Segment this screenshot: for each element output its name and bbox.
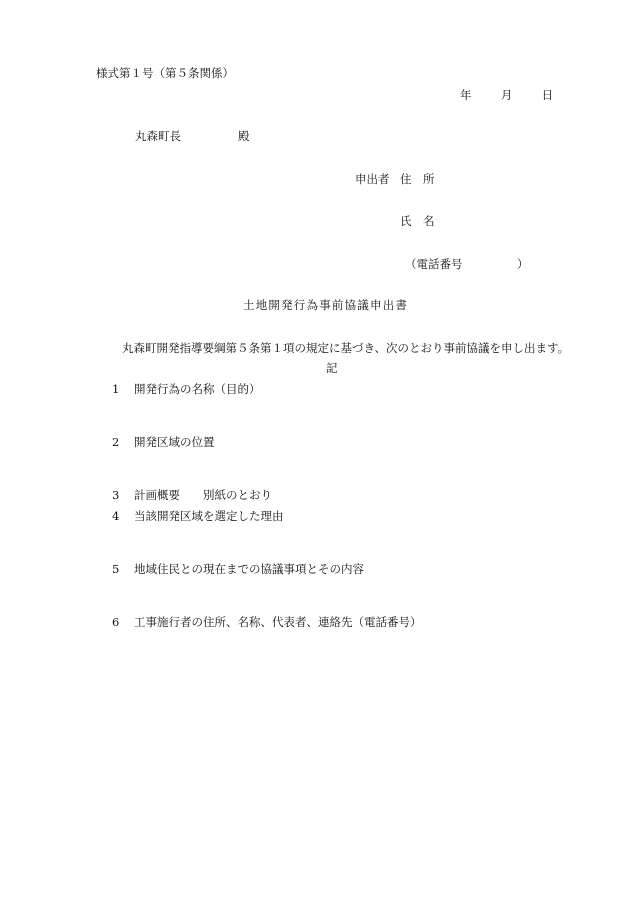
date-month-label: 月 — [500, 88, 513, 102]
item-text: 地域住民との現在までの協議事項とその内容 — [134, 562, 364, 576]
item-number: 4 — [112, 509, 120, 523]
item-note: 別紙のとおり — [203, 488, 272, 502]
applicant-address-label: 住 所 — [400, 172, 435, 186]
applicant-name-label: 氏 名 — [400, 214, 435, 228]
item-number: 3 — [112, 488, 120, 502]
item-text: 計画概要 — [134, 488, 180, 502]
date-line — [460, 90, 553, 102]
item-number: 5 — [112, 562, 120, 576]
intro-text: 丸森町開発指導要綱第５条第１項の規定に基づき、次のとおり事前協議を申し出ます。 — [122, 341, 570, 355]
applicant-phone-close: ） — [517, 257, 529, 271]
item-text: 開発区域の位置 — [134, 435, 215, 449]
item-number: 2 — [112, 435, 120, 449]
item-number: 6 — [112, 615, 120, 629]
addressee-honorific: 殿 — [238, 129, 250, 143]
ki-label: 記 — [326, 361, 338, 375]
item-text: 開発行為の名称（目的） — [134, 382, 261, 396]
applicant-phone-label: （電話番号 — [405, 257, 463, 271]
item-text: 当該開発区域を選定した理由 — [134, 509, 284, 523]
applicant-label: 申出者 — [355, 172, 390, 186]
addressee-name: 丸森町長 — [135, 129, 181, 143]
item-number: 1 — [112, 382, 120, 396]
form-number: 様式第１号（第５条関係） — [96, 66, 234, 80]
item-text: 工事施行者の住所、名称、代表者、連絡先（電話番号） — [134, 615, 422, 629]
document-title: 土地開発行為事前協議申出書 — [243, 298, 409, 312]
date-year-label: 年 — [460, 88, 472, 102]
date-day-label: 日 — [541, 88, 554, 102]
